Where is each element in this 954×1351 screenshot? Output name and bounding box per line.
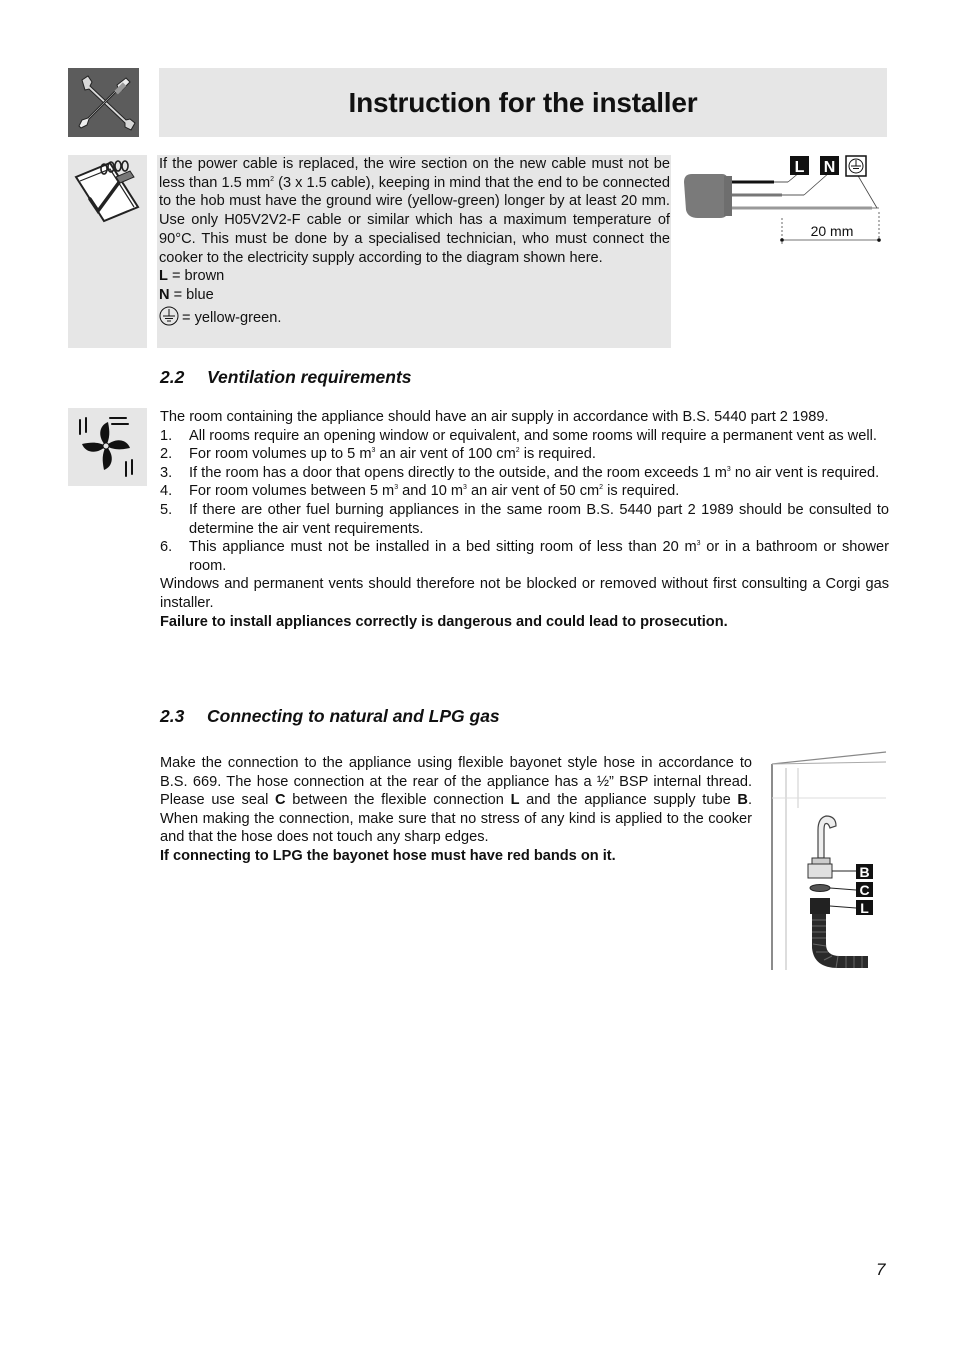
ventilation-content (160, 408, 889, 631)
list-item: 5. If there are other fuel burning appliances in the same room B.S. 5440 part 2 1989 should be consulted to determine the air vent requirements. (160, 501, 889, 537)
notepad-check-icon (68, 155, 147, 348)
hose-label-l: L (860, 900, 869, 916)
legend-brown: L = brown (159, 268, 225, 285)
ventilation-outro: Windows and permanent vents should therefore not be blocked or removed without first consulting a Corgi gas installer. (160, 576, 889, 611)
hose-diagram (768, 748, 888, 974)
earth-symbol-icon (159, 306, 182, 332)
dimension-label: 20 mm (810, 223, 854, 239)
list-item: 3. If the room has a door that opens directly to the outside, and the room exceeds 1 $m^3$ no air vent is required. (160, 464, 880, 481)
gas-instructions: Make the connection to the appliance using flexible bayonet style hose in accordance to B.S. 669. The hose connection at the rear of the appliance has a ½” BSP internal thread. Please use seal C between the flexible connection L and the appliance supply tube B. When making the connection, make sure that no stress of any kind is applied to the cooker and that the hose does not touch any sharp edges. (160, 755, 752, 846)
header-bar (159, 68, 887, 137)
cable-label-l: L (794, 159, 805, 176)
earth-symbol-icon (846, 156, 866, 176)
legend-yellow-green: = yellow-green. (159, 306, 670, 332)
gas-content (160, 754, 752, 866)
list-item: 1. All rooms require an opening window or equivalent, and some rooms will require a permanent vent as well. (160, 427, 877, 444)
cable-replacement-note (157, 155, 671, 348)
page-title: Instruction for the installer (348, 87, 698, 118)
cable-diagram (682, 152, 887, 248)
ventilation-list (160, 427, 889, 576)
cable-label-n: N (823, 159, 836, 176)
fan-icon (68, 408, 147, 486)
list-item: 6. This appliance must not be installed in a bed sitting room of less than 20 $m^3$ or in a bathroom or shower room. (160, 539, 890, 574)
hose-label-c: C (859, 882, 870, 898)
hose-label-b: B (859, 864, 870, 880)
page-number: 7 (876, 1260, 886, 1279)
tools-icon (68, 68, 139, 137)
section-heading-gas: 2.3 Connecting to natural and LPG gas (160, 706, 500, 726)
legend-blue: N = blue (159, 286, 214, 303)
section-heading-ventilation: 2.2 Ventilation requirements (160, 367, 412, 387)
cable-note-text: If the power cable is replaced, the wire section on the new cable must not be less than 1.5 $mm^2$ (3 x 1.5 cable), keeping in mind that the end to be connected to the hob must have the ground wire (yellow-green) longer by at least 20 mm. Use only H05V2V2-F cable or similar which has a maximum temperature of 90°C. This must be done by a specialised technician, who must connect the cooker to the electricity supply according to the diagram shown here. (159, 156, 670, 266)
gas-warning: If connecting to LPG the bayonet hose must have red bands on it. (160, 847, 616, 864)
ventilation-intro: The room containing the appliance should have an air supply in accordance with B.S. 5440 part 2 1989. (160, 409, 829, 425)
list-item: 4. For room volumes between 5 $m^3$ and 10 $m^3$ an air vent of 50 $cm^2$ is required. (160, 483, 680, 500)
list-item: 2. For room volumes up to 5 $m^3$ an air vent of 100 $cm^2$ is required. (160, 446, 596, 463)
ventilation-warning: Failure to install appliances correctly is dangerous and could lead to prosecution. (160, 613, 728, 630)
